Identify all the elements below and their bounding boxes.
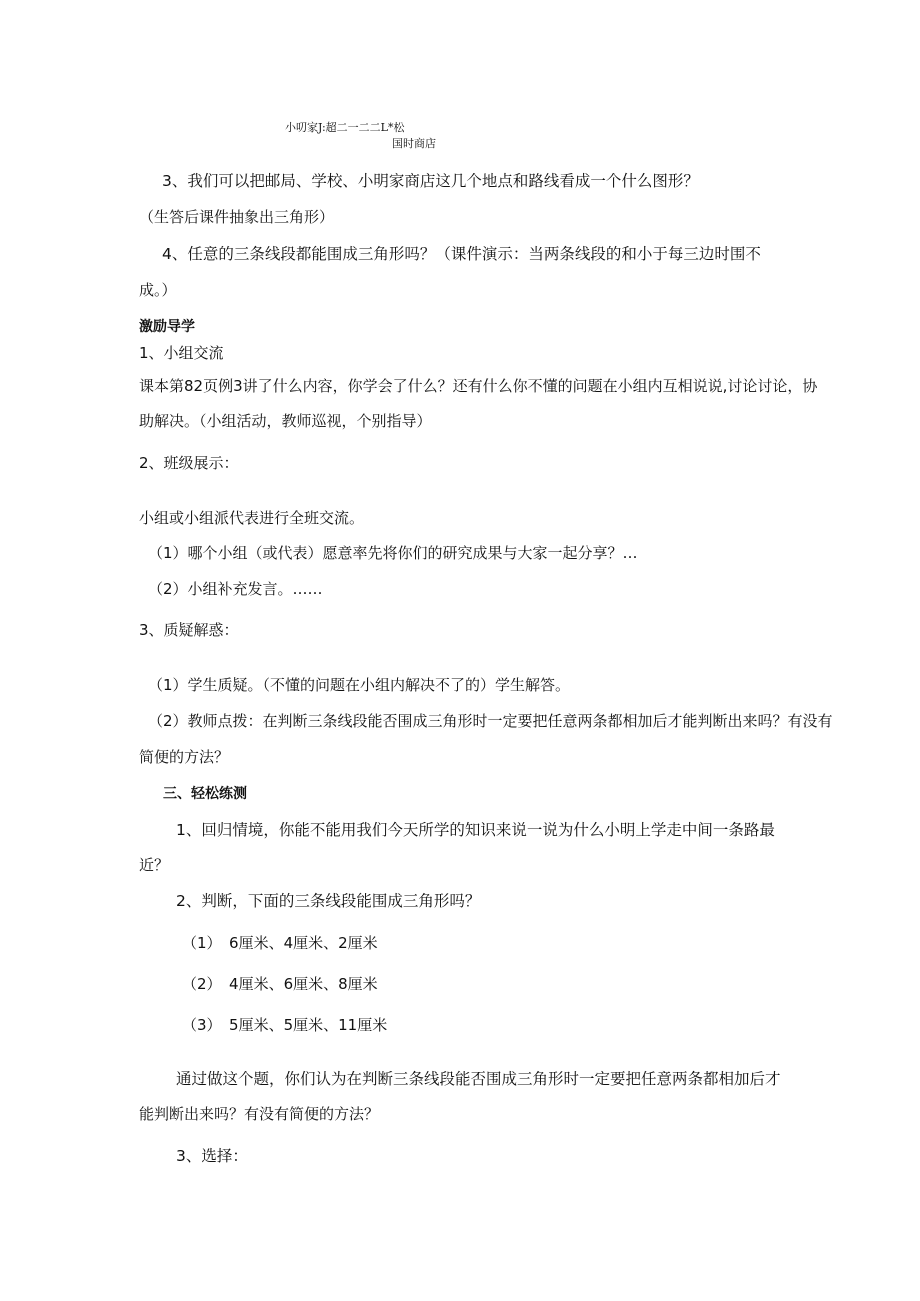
- practice-2-item-2: （2） 4厘米、6厘米、8厘米: [182, 975, 378, 993]
- step-group-talk: 1、小组交流: [139, 344, 224, 362]
- note-triangle: （生答后课件抽象出三角形）: [139, 208, 335, 226]
- section-heading-practice: 三、轻松练测: [163, 786, 247, 802]
- practice-1-cont: 近？: [139, 856, 170, 874]
- step-class-show: 2、班级展示：: [139, 454, 239, 472]
- step-questions: 3、质疑解惑：: [139, 621, 239, 639]
- practice-2: 2、判断，下面的三条线段能围成三角形吗？: [176, 892, 481, 910]
- class-show-text: 小组或小组派代表进行全班交流。: [139, 509, 365, 527]
- section-heading-guide: 激励导学: [139, 319, 195, 335]
- figure-label-bottom: 国时商店: [392, 137, 436, 150]
- group-talk-text-cont: 助解决。（小组活动，教师巡视，个别指导）: [139, 412, 432, 430]
- group-talk-text: 课本第82页例3讲了什么内容，你学会了什么？还有什么你不懂的问题在小组内互相说说,讨论讨论，协: [139, 377, 818, 395]
- question-4: 4、任意的三条线段都能围成三角形吗？（课件演示：当两条线段的和小于每三边时围不: [162, 245, 761, 263]
- class-show-item-2: （2）小组补充发言。……: [148, 580, 323, 598]
- practice-1: 1、回归情境，你能不能用我们今天所学的知识来说一说为什么小明上学走中间一条路最: [176, 821, 775, 839]
- question-4-cont: 成。）: [139, 281, 177, 299]
- question-3: 3、我们可以把邮局、学校、小明家商店这几个地点和路线看成一个什么图形？: [162, 172, 699, 190]
- questions-item-1: （1）学生质疑。（不懂的问题在小组内解决不了的）学生解答。: [148, 676, 571, 694]
- practice-2-reflection-cont: 能判断出来吗？有没有简便的方法？: [139, 1105, 380, 1123]
- practice-2-reflection: 通过做这个题，你们认为在判断三条线段能否围成三角形时一定要把任意两条都相加后才: [176, 1070, 781, 1088]
- questions-item-2: （2）教师点拨：在判断三条线段能否围成三角形时一定要把任意两条都相加后才能判断出来吗？有没有: [148, 712, 833, 730]
- questions-item-2-cont: 简便的方法？: [139, 748, 230, 766]
- class-show-item-1: （1）哪个小组（或代表）愿意率先将你们的研究成果与大家一起分享？…: [148, 544, 638, 562]
- practice-2-item-3: （3） 5厘米、5厘米、11厘米: [182, 1016, 388, 1034]
- practice-3: 3、选择：: [176, 1147, 248, 1165]
- figure-label-top: 小叨家J:超二一二二L*松: [285, 121, 405, 134]
- practice-2-item-1: （1） 6厘米、4厘米、2厘米: [182, 934, 378, 952]
